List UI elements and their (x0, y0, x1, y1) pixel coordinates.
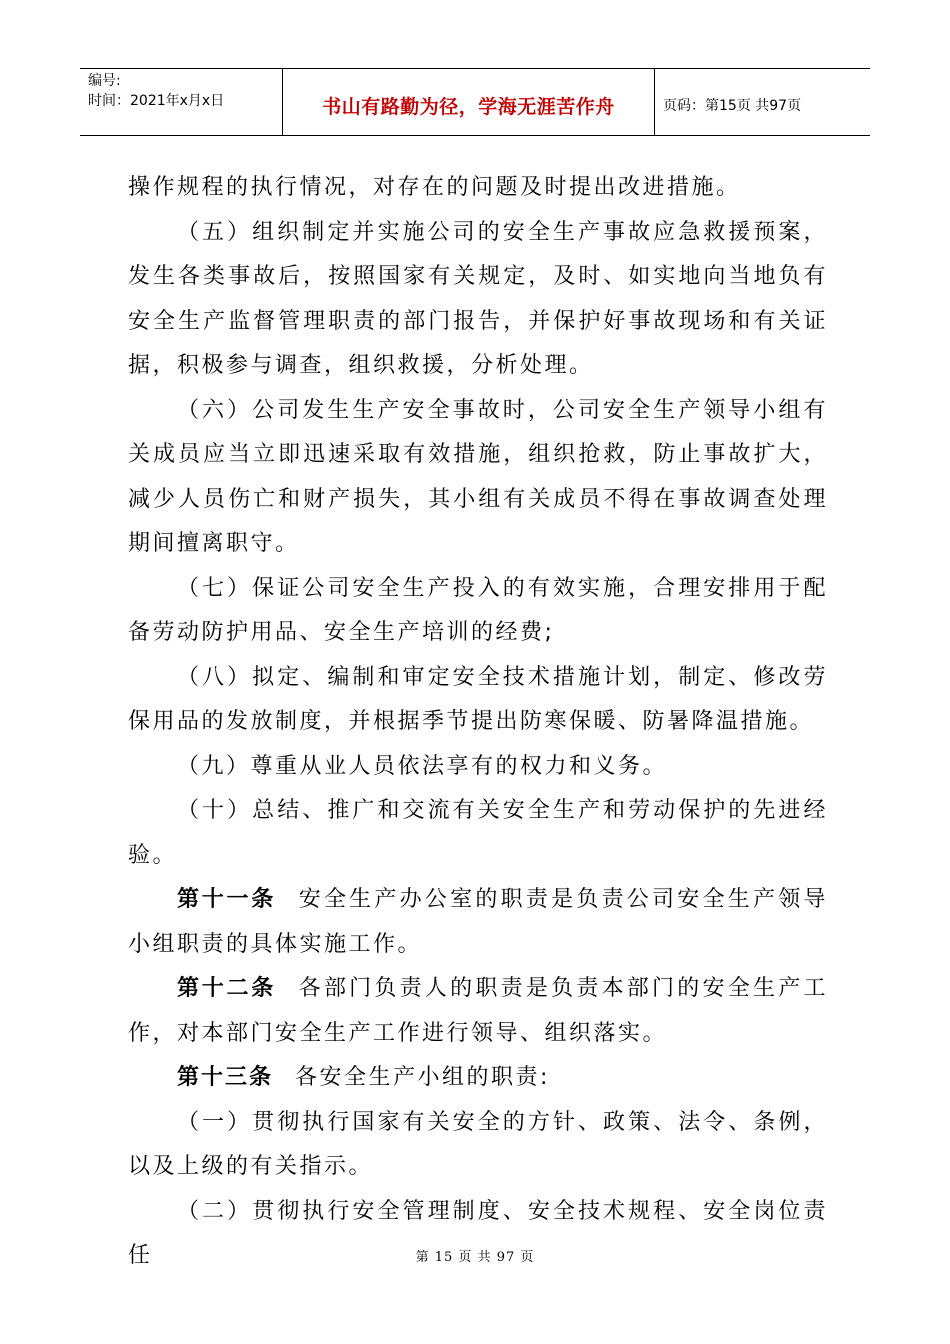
paragraph: （二）贯彻执行安全管理制度、安全技术规程、安全岗位责任 (128, 1198, 828, 1268)
article-title: 第十三条 (177, 1065, 274, 1090)
paragraph: 操作规程的执行情况，对存在的问题及时提出改进措施。 (128, 175, 741, 200)
article-title: 第十二条 (177, 976, 276, 1001)
document-header (80, 68, 870, 136)
paragraph: （八）拟定、编制和审定安全技术措施计划，制定、修改劳保用品的发放制度，并根据季节提出防寒保暖、防暑降温措施。 (128, 664, 828, 734)
document-date-label: 时间：2021年x月x日 (88, 93, 225, 109)
article-title: 第十一条 (177, 887, 276, 912)
paragraph: （一）贯彻执行国家有关安全的方针、政策、法令、条例，以及上级的有关指示。 (128, 1109, 828, 1179)
article-text: 各部门负责人的职责是负责本部门的安全生产工作，对本部门安全生产工作进行领导、组织落实。 (128, 976, 828, 1046)
paragraph: （十）总结、推广和交流有关安全生产和劳动保护的先进经验。 (128, 798, 828, 868)
article-paragraph (128, 967, 828, 1056)
header-meta-cell (80, 69, 283, 135)
header-motto: 书山有路勤为径，学海无涯苦作舟 (283, 69, 655, 135)
paragraph: （五）组织制定并实施公司的安全生产事故应急救援预案，发生各类事故后，按照国家有关规定，及时、如实地向当地负有安全生产监督管理职责的部门报告，并保护好事故现场和有关证据，积极参与调查，组织救援，分析处理。 (128, 219, 828, 378)
paragraph: （六）公司发生生产安全事故时，公司安全生产领导小组有关成员应当立即迅速采取有效措施，组织抢救，防止事故扩大，减少人员伤亡和财产损失，其小组有关成员不得在事故调查处理期间擅离职守。 (128, 397, 828, 556)
article-paragraph (128, 878, 828, 967)
paragraph: （七）保证公司安全生产投入的有效实施，合理安排用于配备劳动防护用品、安全生产培训的经费; (128, 575, 828, 645)
article-text: 各安全生产小组的职责: (295, 1065, 550, 1090)
document-body (128, 166, 828, 1279)
article-paragraph (128, 1056, 828, 1101)
page-footer: 第 15 页 共 97 页 (415, 1250, 535, 1265)
paragraph: （九）尊重从业人员依法享有的权力和义务。 (177, 753, 668, 779)
document-number-label: 编号: (88, 73, 121, 89)
article-text: 安全生产办公室的职责是负责公司安全生产领导小组职责的具体实施工作。 (128, 887, 828, 957)
header-page-label: 页码：第15页 共97页 (663, 98, 802, 114)
